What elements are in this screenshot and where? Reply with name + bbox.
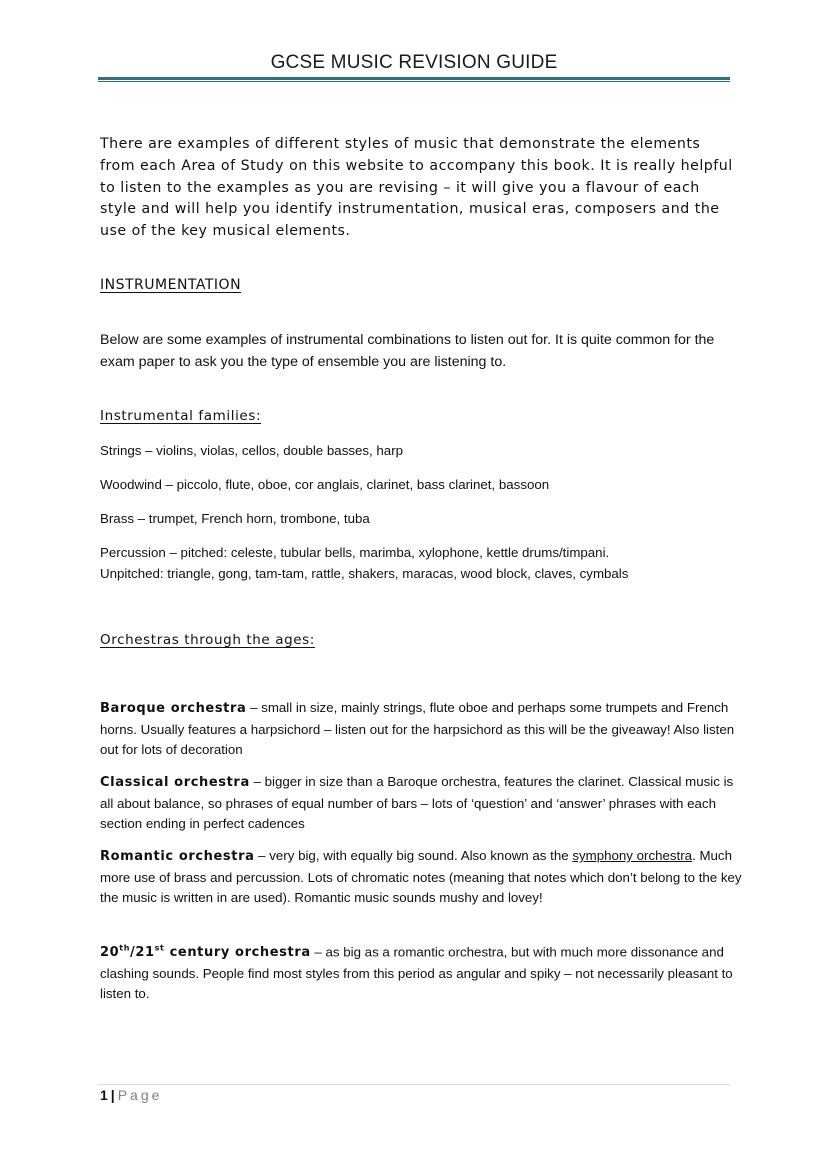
modern-title-20: 20 [100,945,120,961]
classical-text: – bigger in size than a Baroque orchestra, features the clarinet. Classical music is all about balance, so phrases of equal number of bars – lots of ‘question’ and ‘answer’ phrases with each section ending in perfect cadences [100,774,734,831]
family-strings: Strings – violins, violas, cellos, double basses, harp [100,443,404,458]
page-number: 1 [100,1087,108,1103]
modern-title-21: /21 [130,945,155,961]
percussion-pitched: Percussion – pitched: celeste, tubular bells, marimba, xylophone, kettle drums/timpani. [100,545,610,560]
romantic-paragraph [100,846,750,909]
header-rule [98,77,730,80]
baroque-text: – small in size, mainly strings, flute oboe and perhaps some trumpets and French horns. Usually features a harpsichord – listen out for the harpsichord as this will be the giveaway! Also listen out for lots of decoration [100,700,735,757]
footer-separator: | [110,1087,115,1103]
page-footer [100,1087,162,1103]
classical-title: Classical orchestra [100,775,250,790]
modern-title-st: st [154,944,165,953]
modern-title [100,945,311,960]
header-rule-thin [98,81,730,82]
orchestras-heading: Orchestras through the ages: [100,632,315,648]
page-label: Page [117,1087,163,1103]
page-title: GCSE MUSIC REVISION GUIDE [270,52,558,73]
family-brass: Brass – trumpet, French horn, trombone, tuba [100,511,370,526]
family-percussion [100,543,750,584]
families-heading: Instrumental families: [100,408,262,424]
romantic-title: Romantic orchestra [100,849,255,864]
baroque-title: Baroque orchestra [100,701,247,716]
romantic-text-a: – very big, with equally big sound. Also known as the [254,848,573,863]
footer-rule [98,1084,730,1085]
baroque-paragraph [100,698,750,761]
intro-paragraph: There are examples of different styles of music that demonstrate the elements from each Area of Study on this website to accompany this book. It is really helpful to listen to the examples as you are revising – it will give you a flavour of each style and will help you identify instrumentation, musical eras, composers and the use of the key musical elements. [100,136,733,240]
modern-text: – as big as a romantic orchestra, but with much more dissonance and clashing sounds. People find most styles from this period as angular and spiky – not necessarily pleasant to listen to. [100,944,733,1002]
instrumentation-paragraph: Below are some examples of instrumental combinations to listen out for. It is quite common for the exam paper to ask you the type of ensemble you are listening to. [100,332,715,370]
modern-title-th: th [119,944,131,953]
romantic-text-b: . Much more use of brass and percussion. Lots of chromatic notes (meaning that notes which don’t belong to the key the music is written in are used). Romantic music sounds mushy and lovey! [100,848,742,905]
instrumentation-heading: INSTRUMENTATION [100,277,242,293]
symphony-orchestra-link[interactable]: symphony orchestra [572,848,693,863]
modern-title-rest: century orchestra [164,945,311,961]
modern-paragraph [100,939,750,1005]
percussion-unpitched: Unpitched: triangle, gong, tam-tam, rattle, shakers, maracas, wood block, claves, cymbals [100,565,629,581]
classical-paragraph [100,772,750,835]
family-woodwind: Woodwind – piccolo, flute, oboe, cor anglais, clarinet, bass clarinet, bassoon [100,477,550,492]
